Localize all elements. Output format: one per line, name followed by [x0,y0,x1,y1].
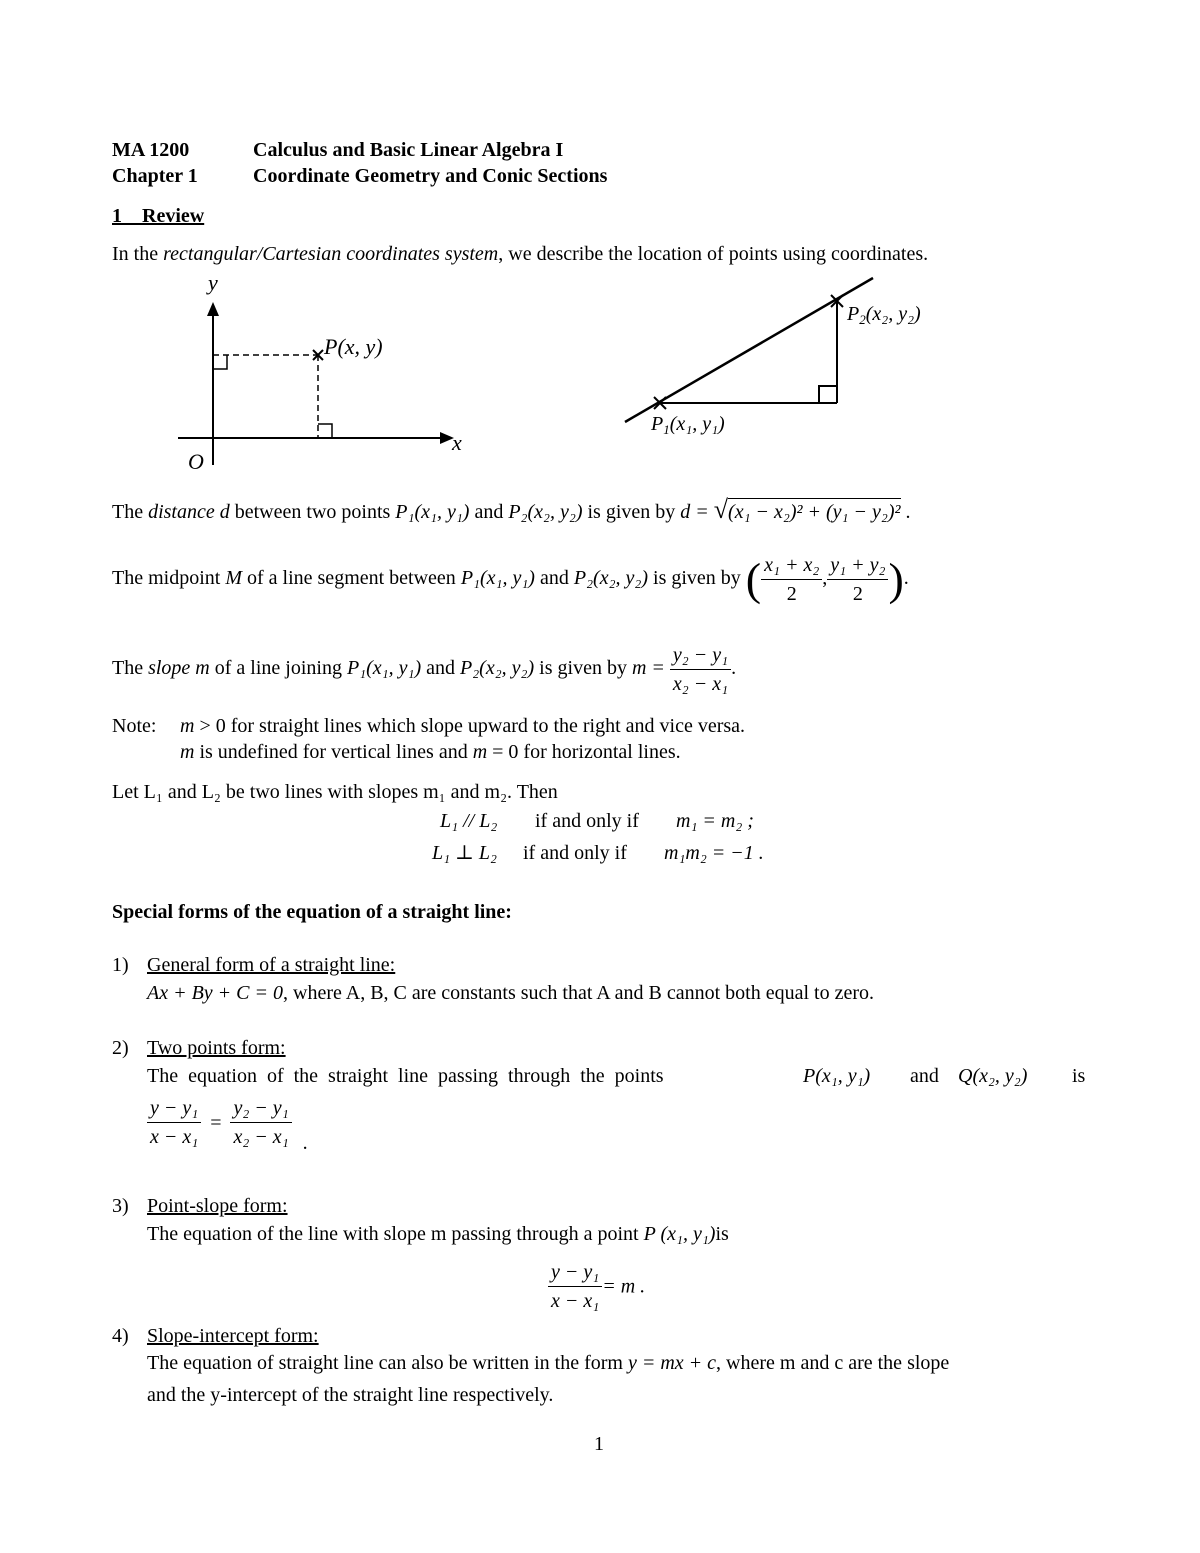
form-3-equation: $\frac{\text{y − y₁}}{\text{x − x₁}}$ = m . [548,1262,645,1311]
midpoint-x-fraction: $\frac{\text{x₁ + x₂}}{2}$ [761,555,822,604]
form-3-point: P (x₁, y₁) [643,1223,716,1245]
two-point-diagram [615,270,955,440]
form-2-equation: $\frac{\text{y − y₁}}{\text{x − x₁}}$ = $\frac{\text{y₂ − y₁}}{\text{x₂ − x₁}}$ . [147,1098,308,1153]
p1-label: $P_1(x_1$, y₁) [651,413,725,437]
form-2-number: 2) [112,1037,129,1059]
section-title: Review [142,205,205,227]
cartesian-point-diagram [160,270,490,480]
form-3-number: 3) [112,1195,129,1217]
form-2-title: Two points form: [147,1037,286,1059]
form-1-number: 1) [112,954,129,976]
distance-p1: P₁(x₁, y₁) [395,501,470,523]
special-forms-title: Special forms of the equation of a straight line: [112,901,512,923]
form-2-right-fraction: $\frac{\text{y₂ − y₁}}{\text{x₂ − x₁}}$ [230,1098,291,1147]
form-1-body: Ax + By + C = 0, where A, B, C are constants such that A and B cannot both equal to zero. [147,982,874,1004]
form-2-point-q: Q(x₂, y₂) [958,1065,1028,1087]
parallel-lhs: L₁ // L₂ [440,810,498,832]
slope-formula: The slope m of a line joining P₁(x₁, y₁) and P₂(x₂, y₂) is given by m = $\frac{\text{y₂ − y₁}}{\text{x₂ − x₁}}$ . [112,644,737,695]
lines-intro: Let L₁ and L₂ be two lines with slopes m₁ and m₂. Then [112,781,558,803]
parallel-rhs: m₁ = m₂ ; [676,810,754,832]
point-p-label: P(x, y) [324,334,383,359]
note-label: Note: [112,715,157,737]
slope-p1: P₁(x₁, y₁) [346,657,422,680]
intro-paragraph [112,244,928,264]
form-4-line-2: and the y-intercept of the straight line respectively. [147,1384,554,1406]
form-4-equation: y = mx + c [627,1352,717,1374]
course-code: MA 1200 [112,139,190,161]
note-line-2: m is undefined for vertical lines and m = 0 for horizontal lines. [180,741,681,763]
chapter-label: Chapter 1 [112,165,198,187]
chapter-title: Coordinate Geometry and Conic Sections [253,165,608,187]
slope-fraction: $\frac{\text{y₂ − y₁}}{\text{x₂ − x₁}}$ [670,645,731,694]
y-axis-label: y [208,270,218,295]
midpoint-formula: The midpoint M of a line segment between P₁(x₁, y₁) and P₂(x₂, y₂) is given by ( $\frac{\text{x₁ + x₂}}{2}$ , $\frac{\text{y₁ + y₂}}{2}$ ). [112,553,909,605]
slope-lhs: m = [631,657,665,680]
form-1-title: General form of a straight line: [147,954,396,976]
page-number: 1 [594,1433,604,1455]
form-2-left-fraction: $\frac{\text{y − y₁}}{\text{x − x₁}}$ [147,1098,201,1147]
intro-text-2: , we describe the location of points using coordinates. [498,243,929,265]
y-axis-arrow [207,302,219,316]
form-4-line-1: The equation of straight line can also be written in the form y = mx + c, where m and c are the slope [147,1352,950,1374]
parallel-condition: if and only if [535,810,639,832]
form-3-text: The equation of the line with slope m passing through a point P (x₁, y₁)is [147,1223,729,1245]
form-3-fraction: $\frac{\text{y − y₁}}{\text{x − x₁}}$ [548,1262,602,1311]
distance-lhs: d = [680,501,709,523]
p2-label: $P_2(x_2$, y₂) [847,303,921,327]
midpoint-y-fraction: $\frac{\text{y₁ + y₂}}{2}$ [827,555,888,604]
intro-text-1: In the [112,243,164,265]
midpoint-p1: P₁(x₁, y₁) [460,567,535,590]
note-line-1: m > 0 for straight lines which slope upward to the right and vice versa. [180,715,746,737]
course-title: Calculus and Basic Linear Algebra I [253,139,564,161]
form-4-title: Slope-intercept form: [147,1325,319,1347]
midpoint-p2: P₂(x₂, y₂) [573,567,649,590]
midpoint-term: M [225,567,242,590]
perpendicular-rhs: m₁m₂ = −1 . [664,842,764,864]
x-axis-label: x [452,430,462,455]
form-2-is: is [1072,1065,1086,1087]
right-angle-marker [819,386,837,403]
intro-italic: rectangular/Cartesian coordinates system [163,243,499,265]
distance-term: distance d [148,501,230,523]
slope-p2: P₂(x₂, y₂) [460,657,535,680]
slope-term: slope m [148,657,210,680]
form-2-text: The equation of the straight line passing through the points [147,1065,664,1087]
perpendicular-condition: if and only if [523,842,627,864]
distance-formula: The distance d between two points P₁(x₁, y₁) and P₂(x₂, y₂) is given by d = √(x₁ − x₂)² + (y₁ − y₂)² . [112,495,911,524]
distance-p2: P₂(x₂, y₂) [508,501,583,523]
right-angle-marker-x [318,424,332,438]
section-number: 1 [112,205,122,227]
right-angle-marker-y [213,355,227,369]
form-1-equation: Ax + By + C = 0 [147,982,284,1004]
form-2-and: and [910,1065,939,1087]
form-3-title: Point-slope form: [147,1195,288,1217]
form-4-number: 4) [112,1325,129,1347]
form-2-point-p: P(x₁, y₁) [803,1065,871,1087]
perpendicular-lhs: L₁ ⊥ L₂ [432,842,497,864]
section-heading [112,206,204,226]
origin-label: O [188,449,204,474]
distance-radicand: (x₁ − x₂)² + (y₁ − y₂)² [728,498,900,523]
